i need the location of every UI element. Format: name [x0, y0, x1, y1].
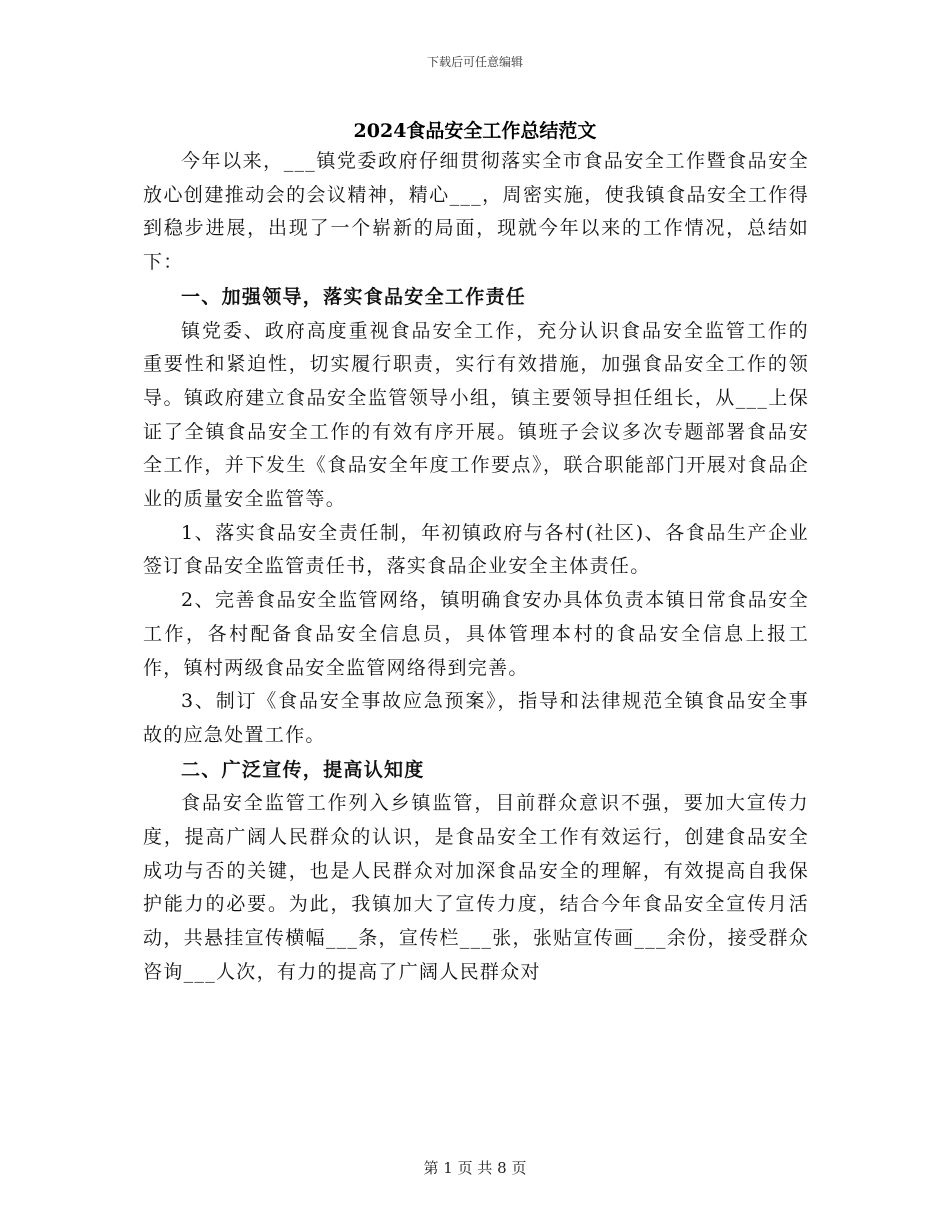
document-body — [143, 145, 809, 990]
body-paragraph: 食品安全监管工作列入乡镇监管，目前群众意识不强，要加大宣传力度，提高广阔人民群众的认识，是食品安全工作有效运行，创建食品安全成功与否的关键，也是人民群众对加深食品安全的理解，有效提高自我保护能力的必要。为此，我镇加大了宣传力度，结合今年食品安全宣传月活动，共悬挂宣传横幅___条，宣传栏___张，张贴宣传画___余份，接受群众咨询___人次，有力的提高了广阔人民群众对 — [143, 792, 809, 983]
page-footer: 第 1 页 共 8 页 — [423, 1159, 527, 1177]
page-header: 下载后可任意编辑 — [426, 55, 523, 69]
list-item-3: 3、制订《食品安全事故应急预案》，指导和法律规范全镇食品安全事故的应急处置工作。 — [143, 690, 809, 746]
section-heading-2: 二、广泛宣传，提高认知度 — [181, 758, 425, 781]
body-paragraph: 镇党委、政府高度重视食品安全工作，充分认识食品安全监管工作的重要性和紧迫性，切实履行职责，实行有效措施，加强食品安全工作的领导。镇政府建立食品安全监管领导小组，镇主要领导担任组长，从___上保证了全镇食品安全工作的有效有序开展。镇班子会议多次专题部署食品安全工作，并下发生《食品安全年度工作要点》，联合职能部门开展对食品企业的质量安全监管等。 — [143, 319, 809, 511]
intro-paragraph: 今年以来，___镇党委政府仔细贯彻落实全市食品安全工作暨食品安全放心创建推动会的会议精神，精心___，周密实施，使我镇食品安全工作得到稳步进展，出现了一个崭新的局面，现就今年以来的工作情况，总结如下： — [143, 150, 809, 274]
section-heading-1: 一、加强领导，落实食品安全工作责任 — [181, 285, 527, 308]
document-title: 2024食品安全工作总结范文 — [353, 120, 597, 142]
list-item-2: 2、完善食品安全监管网络，镇明确食安办具体负责本镇日常食品安全工作，各村配备食品安全信息员，具体管理本村的食品安全信息上报工作，镇村两级食品安全监管网络得到完善。 — [143, 589, 809, 679]
list-item-1: 1、落实食品安全责任制，年初镇政府与各村(社区)、各食品生产企业签订食品安全监管责任书，落实食品企业安全主体责任。 — [143, 521, 809, 578]
